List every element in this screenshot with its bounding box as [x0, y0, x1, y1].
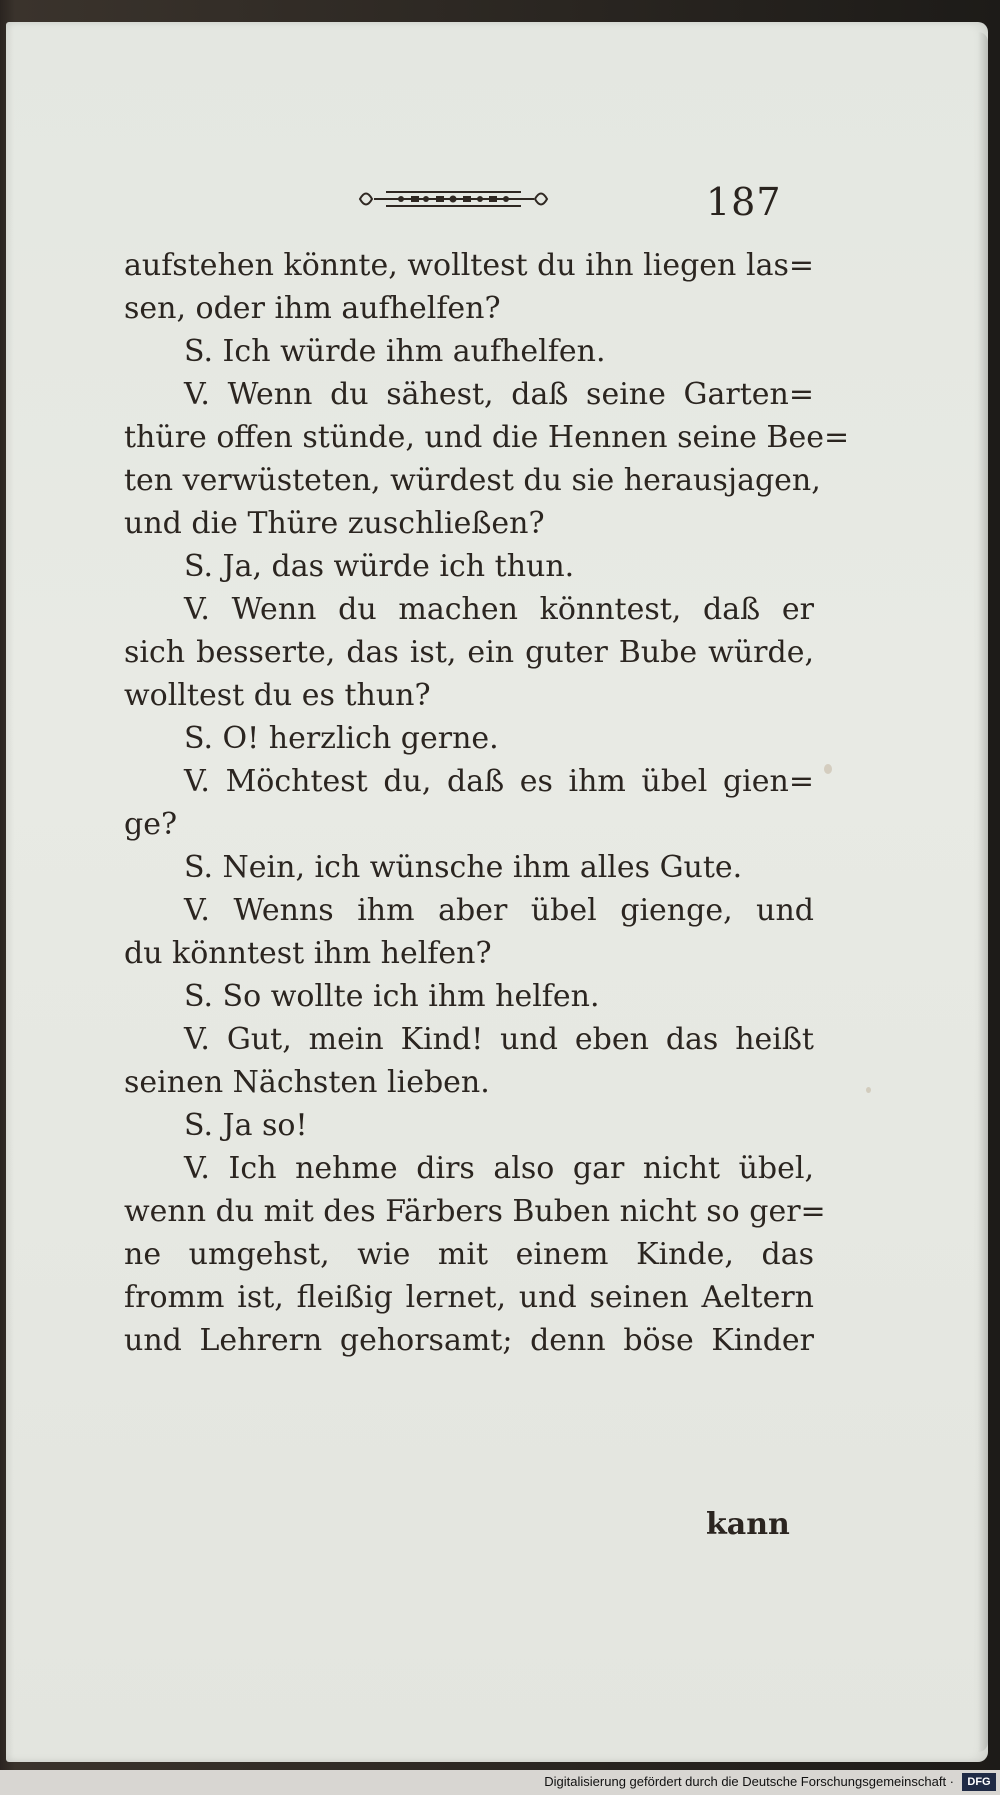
page-header — [6, 162, 988, 222]
catchword: kann — [706, 1507, 790, 1542]
footer-bar — [0, 1770, 1000, 1795]
page-edge — [978, 32, 988, 1752]
text-line: V. Wenn du sähest, daß seine Garten= — [184, 377, 814, 412]
text-line: S. Ja so! — [184, 1108, 308, 1143]
ornament-rule-icon — [356, 184, 551, 214]
text-line: S. O! herzlich gerne. — [184, 721, 499, 756]
foxing-spot — [824, 764, 832, 774]
book-page — [6, 22, 988, 1762]
text-line: S. So wollte ich ihm helfen. — [184, 979, 600, 1014]
text-line: seinen Nächsten lieben. — [124, 1065, 490, 1100]
page-number: 187 — [706, 180, 782, 224]
text-line: fromm ist, fleißig lernet, und seinen Aeltern — [124, 1280, 814, 1315]
dfg-logo: DFG — [962, 1773, 996, 1791]
text-line: thüre offen stünde, und die Hennen seine Bee= — [124, 420, 850, 455]
text-line: V. Wenn du machen könntest, daß er — [184, 592, 814, 627]
text-line: S. Ich würde ihm aufhelfen. — [184, 334, 606, 369]
text-line: und die Thüre zuschließen? — [124, 506, 545, 541]
text-line: sich besserte, das ist, ein guter Bube würde, — [124, 635, 814, 670]
text-line: V. Möchtest du, daß es ihm übel gien= — [184, 764, 814, 799]
text-line: S. Nein, ich wünsche ihm alles Gute. — [184, 850, 743, 885]
text-line: wolltest du es thun? — [124, 678, 431, 713]
funding-credit: Digitalisierung gefördert durch die Deutsche Forschungsgemeinschaft · — [544, 1774, 954, 1789]
foxing-spot — [866, 1087, 871, 1093]
text-line: V. Gut, mein Kind! und eben das heißt — [184, 1022, 814, 1057]
text-line: du könntest ihm helfen? — [124, 936, 492, 971]
text-line: wenn du mit des Färbers Buben nicht so ger= — [124, 1194, 826, 1229]
text-line: und Lehrern gehorsamt; denn böse Kinder — [124, 1323, 814, 1358]
text-line: V. Wenns ihm aber übel gienge, und — [184, 893, 814, 928]
text-line: S. Ja, das würde ich thun. — [184, 549, 575, 584]
text-line: V. Ich nehme dirs also gar nicht übel, — [184, 1151, 814, 1186]
body-text — [124, 244, 850, 1362]
text-line: ge? — [124, 807, 178, 842]
text-line: aufstehen könnte, wolltest du ihn liegen las= — [124, 248, 814, 283]
text-line: ne umgehst, wie mit einem Kinde, das — [124, 1237, 814, 1272]
text-line: ten verwüsteten, würdest du sie herausjagen, — [124, 463, 821, 498]
text-line: sen, oder ihm aufhelfen? — [124, 291, 501, 326]
